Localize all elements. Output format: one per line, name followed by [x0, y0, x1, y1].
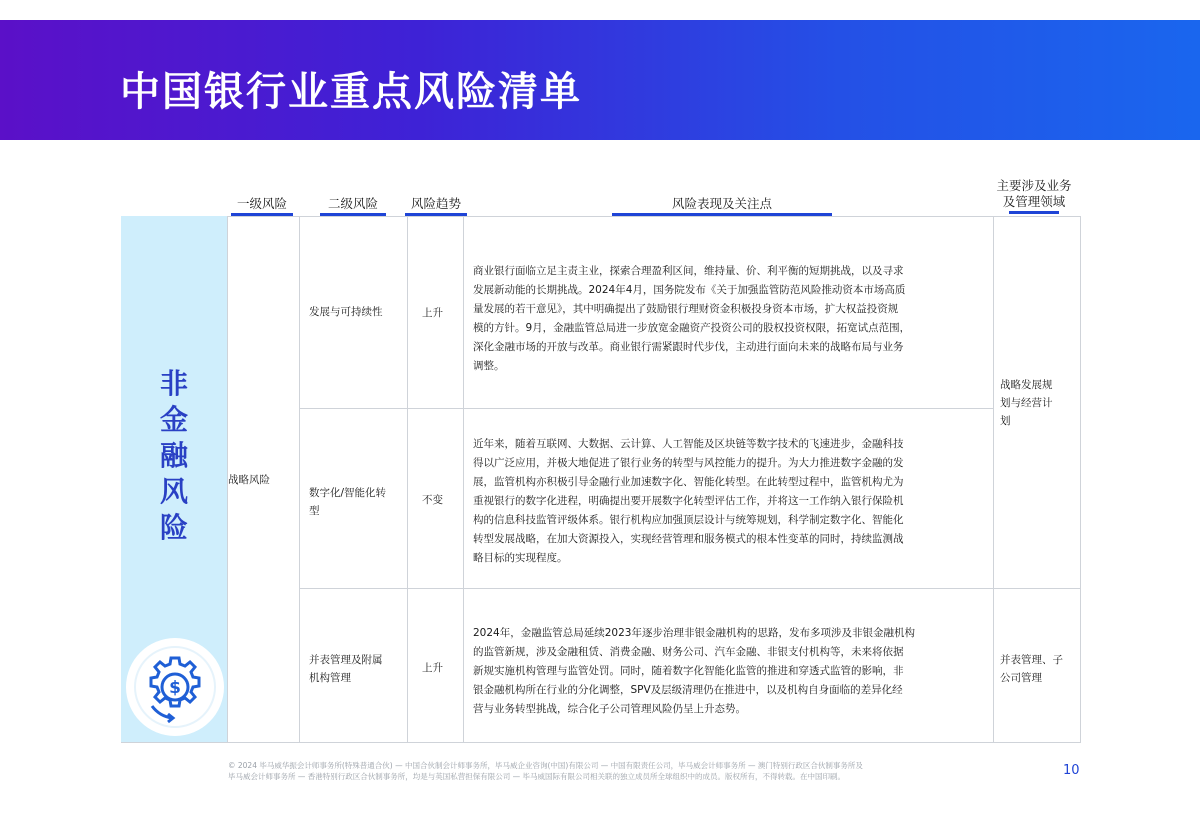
table-border	[299, 588, 1081, 589]
desc-line: 营与业务转型挑战，综合化子公司管理风险仍呈上升态势。	[473, 703, 746, 715]
table-border	[121, 742, 1081, 743]
desc-line: 发展新动能的长期挑战。2024年4月，国务院发布《关于加强监管防范风险推动资本市场高质	[473, 284, 906, 296]
table-row-trend: 不变	[422, 494, 443, 506]
level2-line: 并表管理及附属	[309, 654, 383, 666]
desc-line: 得以广泛应用，并极大地促进了银行业务的转型与风控能力的提升。为大力推进数字金融的发	[473, 457, 904, 469]
header-level1-label: 一级风险	[236, 196, 287, 211]
header-business-area	[987, 178, 1081, 210]
category-char: 风	[159, 475, 188, 508]
level2-line: 数字化/智能化转	[309, 487, 387, 499]
desc-line: 深化金融市场的开放与改革。商业银行需紧跟时代步伐，主动进行面向未来的战略布局与业务	[473, 341, 904, 353]
dollar-gear-icon	[126, 638, 224, 736]
level2-line: 机构管理	[309, 672, 351, 684]
desc-line: 略目标的实现程度。	[473, 552, 568, 564]
header-business-line2: 及管理领域	[1002, 194, 1066, 209]
table-row-description	[473, 262, 988, 376]
desc-line: 展，监管机构亦积极引导金融行业加速数字化、智能化转型。在此转型过程中，监管机构尤为	[473, 476, 904, 488]
page-title: 中国银行业重点风险清单	[120, 69, 582, 115]
desc-line: 近年来，随着互联网、大数据、云计算、人工智能及区块链等数字技术的飞速进步，金融科技	[473, 438, 904, 450]
dollar-gear-icon-graphic	[132, 644, 218, 730]
header-description-label: 风险表现及关注点	[671, 196, 772, 211]
desc-line: 调整。	[473, 360, 505, 372]
desc-line: 构的信息科技监管评级体系。银行机构应加强顶层设计与统筹规划，科学制定数字化、智能化	[473, 514, 904, 526]
header-underline	[1009, 211, 1059, 214]
desc-line: 模的方针。9月，金融监管总局进一步放宽金融资产投资公司的股权投资权限，拓宽试点范围，	[473, 322, 911, 334]
category-char: 非	[159, 367, 188, 400]
business-line: 战略发展规	[1000, 379, 1053, 391]
category-label	[121, 366, 227, 546]
desc-line: 重视银行的数字化进程，明确提出要开展数字化转型评估工作，并将这一工作纳入银行保险机	[473, 495, 904, 507]
header-level1-risk	[231, 196, 293, 212]
table-border	[1080, 216, 1081, 743]
table-row-level2: 发展与可持续性	[309, 306, 383, 318]
table-row-description	[473, 624, 988, 719]
header-level2-risk	[320, 196, 386, 212]
table-border	[227, 216, 1081, 217]
business-area-consolidation	[1000, 651, 1063, 687]
table-row-trend: 上升	[422, 307, 443, 319]
table-border	[299, 408, 993, 409]
header-level2-label: 二级风险	[327, 196, 378, 211]
table-border	[407, 216, 408, 743]
level2-line: 型	[309, 505, 320, 517]
table-row-trend: 上升	[422, 662, 443, 674]
desc-line: 量发展的若干意见》，其中明确提出了鼓励银行理财资金积极投身资本市场，扩大权益投资规	[473, 303, 899, 315]
header-trend-label: 风险趋势	[410, 196, 461, 211]
desc-line: 的监管新规，涉及金融租赁、消费金融、财务公司、汽车金融、非银支付机构等，未来将依据	[473, 646, 904, 658]
category-char: 融	[159, 439, 188, 472]
table-border	[299, 216, 300, 743]
header-risk-description	[612, 196, 832, 212]
table-row-level2	[309, 651, 383, 687]
business-line: 公司管理	[1000, 672, 1042, 684]
desc-line: 新规实施机构管理与监管处罚。同时，随着数字化智能化监管的推进和穿透式监管的影响，非	[473, 665, 904, 677]
footer-line: 毕马威会计师事务所 — 香港特别行政区合伙制事务所，均是与英国私营担保有限公司 — 毕马威国际有限公司相关联的独立成员所全球组织中的成员。版权所有，不得转载。在中国印刷。	[228, 772, 846, 781]
copyright-footer	[228, 760, 1018, 782]
table-border	[463, 216, 464, 743]
desc-line: 转型发展战略，在加大资源投入，实现经营管理和服务模式的根本性变革的同时，持续监测战	[473, 533, 904, 545]
category-char: 险	[159, 511, 188, 544]
desc-line: 银金融机构所在行业的分化调整，SPV及层级清理仍在推进中，以及机构自身面临的差异化经	[473, 684, 903, 696]
footer-line: © 2024 毕马威华振会计师事务所(特殊普通合伙) — 中国合伙制会计师事务所，毕马威企业咨询(中国)有限公司 — 中国有限责任公司，毕马威会计师事务所 — 澳门特别行政区合伙制事务所及	[228, 761, 863, 770]
business-line: 划	[1000, 415, 1011, 427]
business-area-strategy	[1000, 376, 1053, 430]
page-number: 10	[1063, 763, 1080, 778]
desc-line: 商业银行面临立足主责主业，探索合理盈利区间，维持量、价、利平衡的短期挑战，以及寻求	[473, 265, 904, 277]
table-row-level2	[309, 484, 386, 520]
svg-text:$: $	[169, 678, 181, 698]
business-line: 划与经营计	[1000, 397, 1053, 409]
desc-line: 2024年，金融监管总局延续2023年逐步治理非银金融机构的思路，发布多项涉及非银金融机构	[473, 627, 915, 639]
header-risk-trend	[405, 196, 467, 212]
category-char: 金	[159, 403, 188, 436]
table-row-description	[473, 435, 988, 568]
header-business-line1: 主要涉及业务	[996, 178, 1072, 193]
business-line: 并表管理、子	[1000, 654, 1063, 666]
table-border	[993, 216, 994, 743]
title-banner	[0, 20, 1200, 140]
level1-risk-cell: 战略风险	[228, 474, 270, 486]
